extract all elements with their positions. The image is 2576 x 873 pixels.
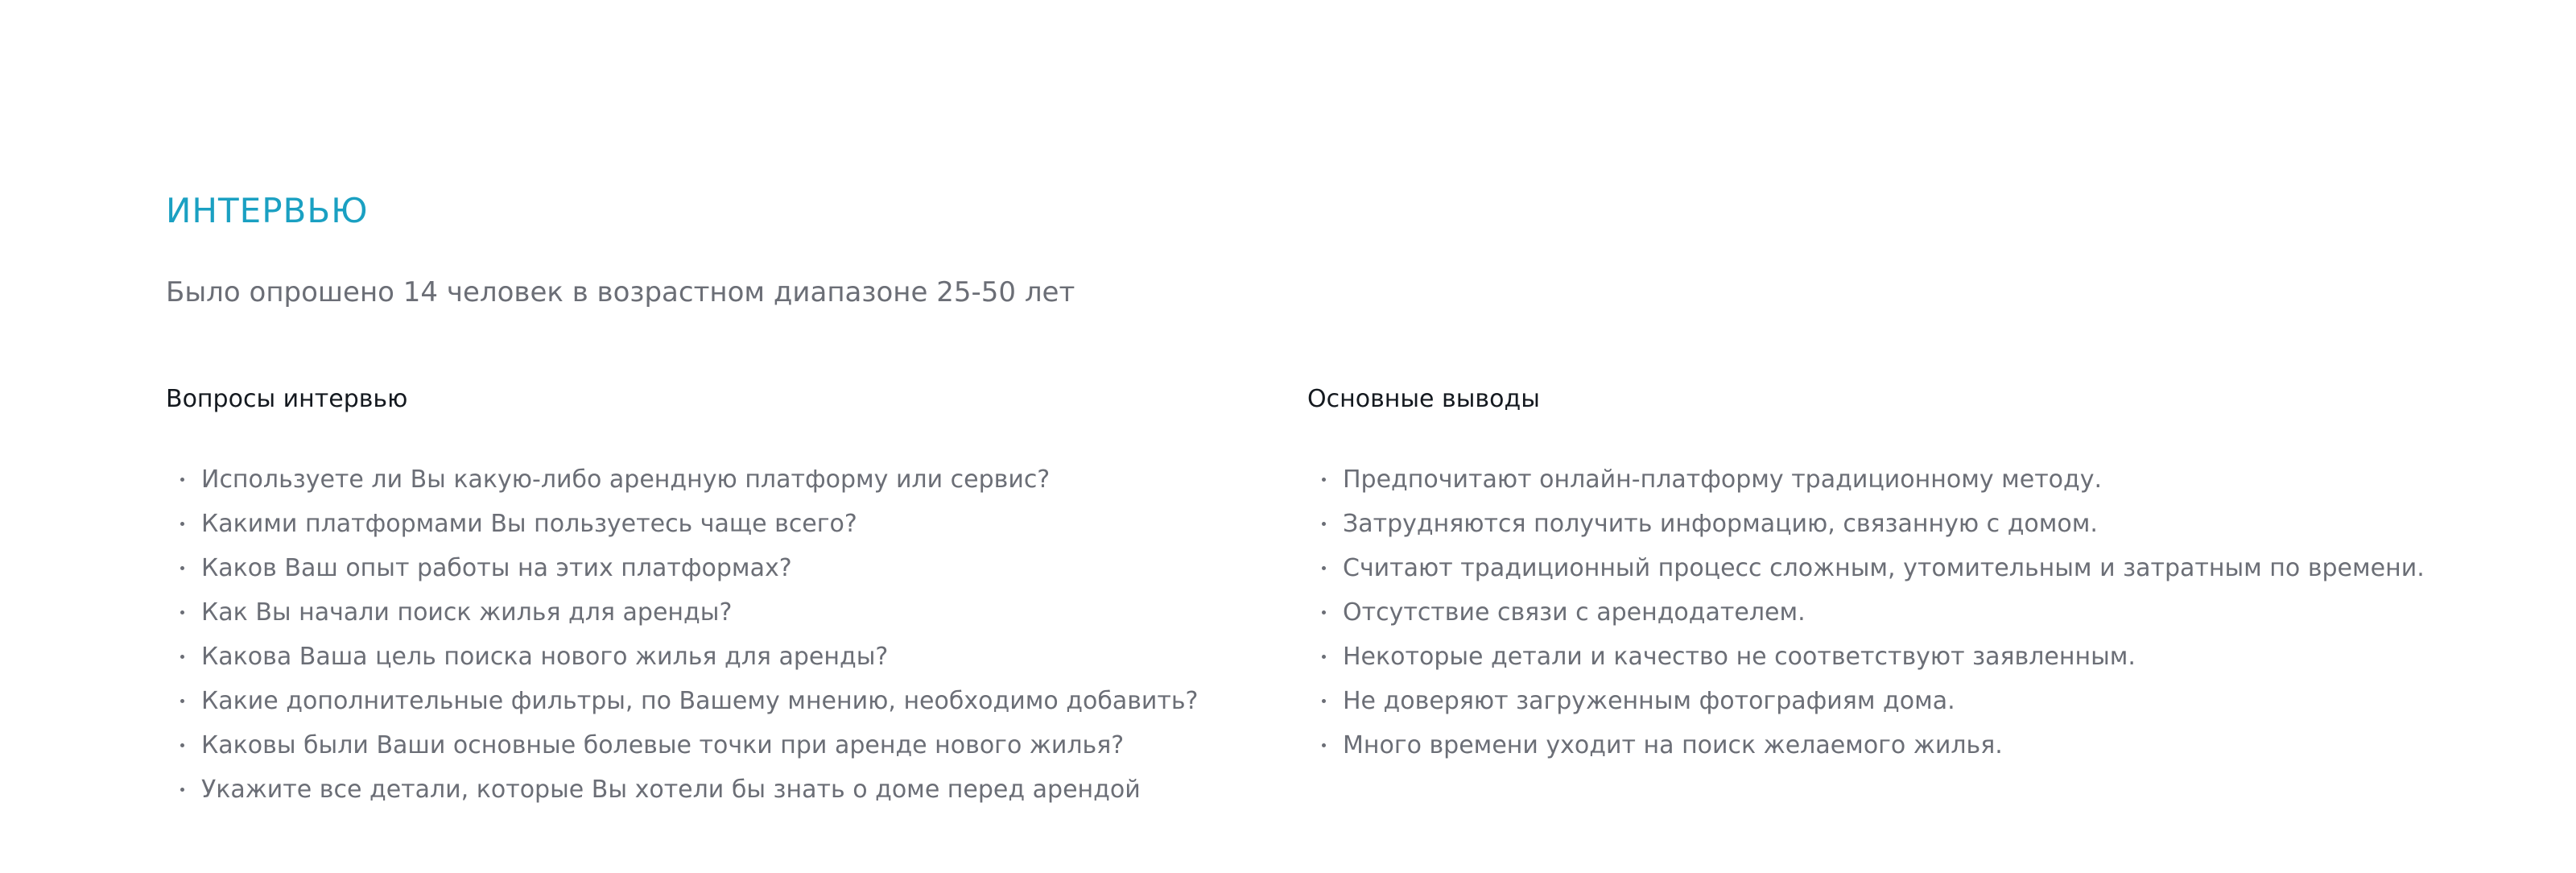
list-item (166, 546, 1277, 590)
list-item-text: Как Вы начали поиск жилья для аренды? (201, 598, 733, 627)
bullet-icon (1322, 566, 1326, 570)
list-item-text: Укажите все детали, которые Вы хотели бы знать о доме перед арендой (201, 776, 1141, 804)
bullet-icon (180, 655, 184, 659)
bullet-icon (1322, 610, 1326, 614)
questions-column (166, 377, 1277, 812)
list-item (1307, 546, 2515, 590)
bullet-icon (1322, 522, 1326, 526)
bullet-icon (1322, 699, 1326, 703)
findings-list (1307, 457, 2515, 767)
questions-heading: Вопросы интервью (166, 385, 408, 413)
bullet-icon (180, 610, 184, 614)
list-item (166, 679, 1277, 723)
list-item-text: Некоторые детали и качество не соответствуют заявленным. (1343, 643, 2136, 671)
section-subtitle: Было опрошено 14 человек в возрастном диапазоне 25-50 лет (166, 276, 1075, 308)
bullet-icon (180, 478, 184, 482)
list-item (1307, 679, 2515, 723)
list-item-text: Отсутствие связи с арендодателем. (1343, 598, 1806, 627)
list-item-text: Используете ли Вы какую-либо арендную платформу или сервис? (201, 465, 1051, 494)
bullet-icon (1322, 478, 1326, 482)
list-item (166, 723, 1277, 767)
list-item (1307, 635, 2515, 679)
section-title: ИНТЕРВЬЮ (166, 191, 369, 230)
bullet-icon (180, 699, 184, 703)
list-item (1307, 457, 2515, 502)
list-item (166, 502, 1277, 546)
bullet-icon (180, 566, 184, 570)
list-item-text: Каков Ваш опыт работы на этих платформах? (201, 554, 792, 582)
findings-heading: Основные выводы (1307, 385, 1540, 413)
list-item-text: Какие дополнительные фильтры, по Вашему мнению, необходимо добавить? (201, 687, 1199, 715)
list-item (1307, 590, 2515, 635)
bullet-icon (1322, 655, 1326, 659)
list-item (166, 590, 1277, 635)
list-item-text: Затрудняются получить информацию, связанную с домом. (1343, 510, 2098, 538)
findings-column (1307, 377, 2515, 767)
bullet-icon (180, 522, 184, 526)
bullet-icon (180, 743, 184, 747)
questions-list (166, 457, 1277, 812)
list-item (166, 767, 1277, 812)
list-item-text: Много времени уходит на поиск желаемого жилья. (1343, 731, 2003, 759)
bullet-icon (1322, 743, 1326, 747)
list-item-text: Какова Ваша цель поиска нового жилья для аренды? (201, 643, 889, 671)
list-item-text: Считают традиционный процесс сложным, утомительным и затратным по времени. (1343, 554, 2425, 582)
list-item (1307, 723, 2515, 767)
bullet-icon (180, 788, 184, 792)
list-item (166, 457, 1277, 502)
list-item-text: Какими платформами Вы пользуетесь чаще всего? (201, 510, 857, 538)
list-item-text: Предпочитают онлайн-платформу традиционному методу. (1343, 465, 2103, 494)
list-item-text: Каковы были Ваши основные болевые точки при аренде нового жилья? (201, 731, 1125, 759)
list-item (1307, 502, 2515, 546)
list-item (166, 635, 1277, 679)
list-item-text: Не доверяют загруженным фотографиям дома. (1343, 687, 1955, 715)
